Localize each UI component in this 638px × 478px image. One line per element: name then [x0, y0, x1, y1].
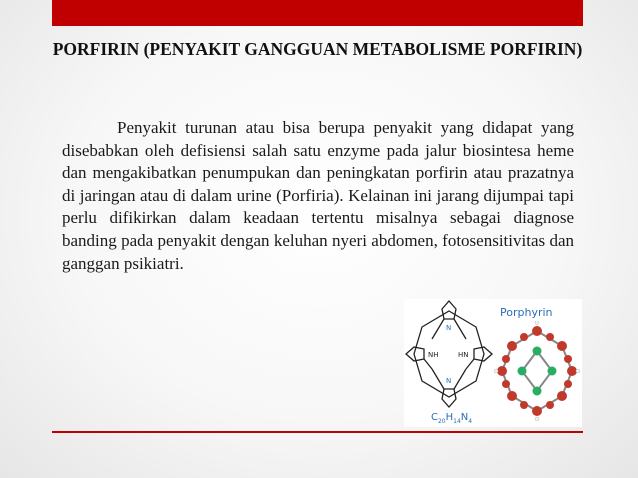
porphyrin-structure-diagram	[404, 299, 494, 409]
formula-h: H	[445, 412, 454, 423]
slide-title: PORFIRIN (PENYAKIT GANGGUAN METABOLISME PORFIRIN)	[52, 39, 583, 59]
formula-n-count: 4	[468, 418, 473, 425]
figure-title: Porphyrin	[500, 306, 553, 319]
atom-label-nh: NH	[428, 351, 439, 359]
atom-label-n-top: N	[446, 324, 452, 332]
formula-n: N	[460, 412, 469, 423]
formula-c-count: 20	[437, 418, 446, 425]
chemical-formula	[431, 412, 472, 425]
porphyrin-figure	[404, 299, 582, 427]
atom-label-hn: HN	[458, 351, 469, 359]
formula-h-count: 14	[453, 418, 461, 425]
bottom-accent-line	[52, 431, 583, 433]
atom-label-n-bottom: N	[446, 377, 452, 385]
porphyrin-3d-model	[492, 321, 582, 421]
formula-c: C	[431, 412, 438, 423]
slide-body-text: Penyakit turunan atau bisa berupa penyakit yang didapat yang disebabkan oleh defisiensi salah satu enzyme pada jalur biosintesa heme dan mengakibatkan penumpukan dan peningkatan porfirin atau prazatnya di jaringan atau di dalam urine (Porfiria). Kelainan ini jarang dijumpai tapi perlu difikirkan dalam keadaan tertentu misalnya sebagai diagnose banding pada penyakit dengan keluhan nyeri abdomen, fotosensitivitas dan ganggan psikiatri.	[62, 118, 574, 273]
top-accent-bar	[52, 0, 583, 26]
